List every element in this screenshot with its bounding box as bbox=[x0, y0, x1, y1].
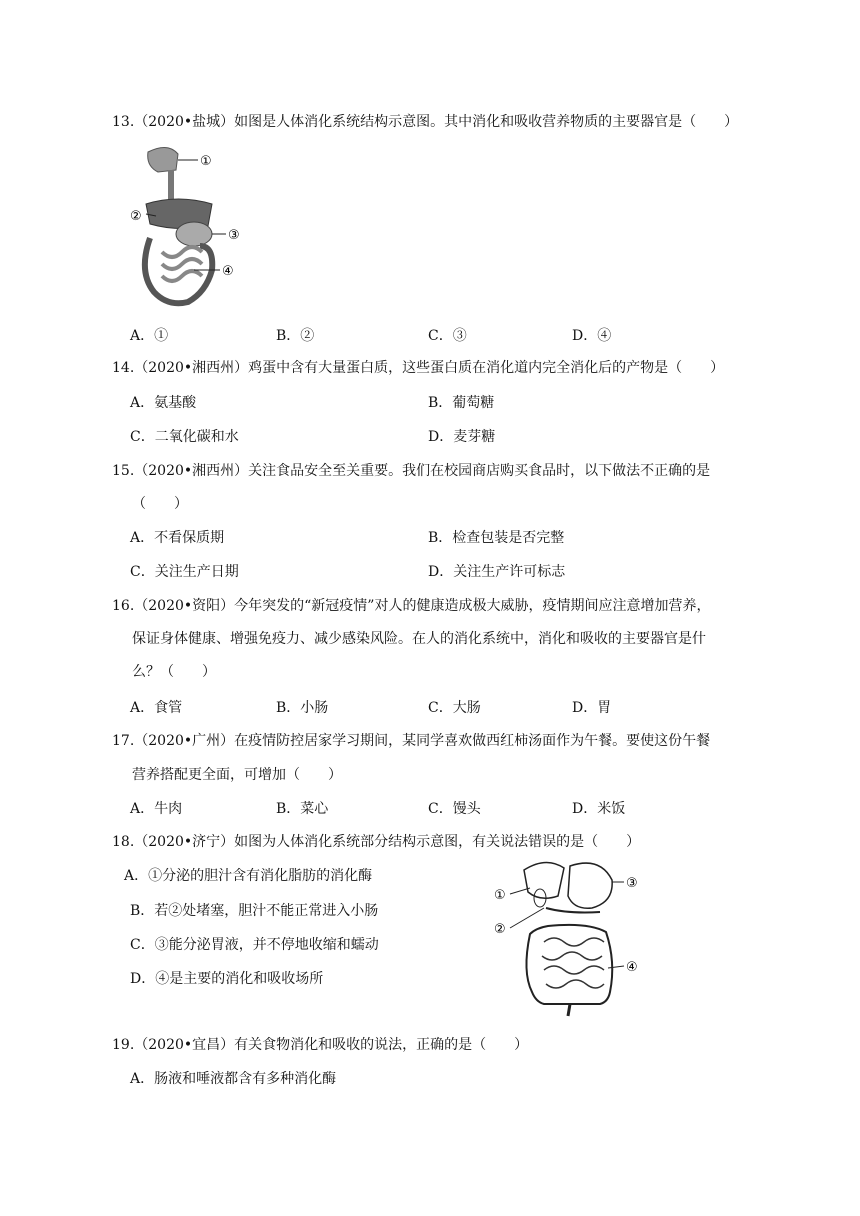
question-16-stem-line-2: 保证身体健康、增强免疫力、减少感染风险。在人的消化系统中，消化和吸收的主要器官是什 bbox=[132, 631, 706, 647]
q16-option-a[interactable]: A．食管 bbox=[130, 700, 183, 716]
q13-option-d[interactable]: D．④ bbox=[572, 328, 612, 344]
q18-option-d[interactable]: D．④是主要的消化和吸收场所 bbox=[130, 971, 324, 987]
q14-option-d[interactable]: D．麦芽糖 bbox=[428, 429, 496, 445]
q13-option-c[interactable]: C．③ bbox=[428, 328, 467, 344]
q13-option-b[interactable]: B．② bbox=[276, 328, 315, 344]
question-19-stem: 19.（2020•宜昌）有关食物消化和吸收的说法，正确的是（ ） bbox=[112, 1037, 529, 1053]
q15-option-b[interactable]: B．检查包装是否完整 bbox=[428, 530, 565, 546]
q14-option-a[interactable]: A．氨基酸 bbox=[130, 395, 197, 411]
fig1-label-1: ① bbox=[200, 154, 212, 169]
q18-option-b[interactable]: B．若②处堵塞，胆汁不能正常进入小肠 bbox=[130, 903, 379, 919]
question-16-stem-line-1: 16.（2020•资阳）今年突发的“新冠疫情”对人的健康造成极大威胁，疫情期间应注意增加营养， bbox=[112, 598, 711, 614]
fig1-label-4: ④ bbox=[222, 264, 234, 279]
q16-option-d[interactable]: D．胃 bbox=[572, 700, 612, 716]
digestive-system-figure-1 bbox=[128, 142, 258, 312]
q17-option-c[interactable]: C．馒头 bbox=[428, 801, 481, 817]
q17-option-a[interactable]: A．牛肉 bbox=[130, 801, 183, 817]
q18-option-c[interactable]: C．③能分泌胃液，并不停地收缩和蠕动 bbox=[130, 937, 379, 953]
question-17-stem-line-2: 营养搭配更全面，可增加（ ） bbox=[132, 767, 342, 783]
q19-option-a[interactable]: A．肠液和唾液都含有多种消化酶 bbox=[130, 1071, 337, 1087]
q15-option-a[interactable]: A．不看保质期 bbox=[130, 530, 225, 546]
q18-option-a[interactable]: A．①分泌的胆汁含有消化脂肪的消化酶 bbox=[124, 868, 373, 884]
digestive-system-figure-2 bbox=[488, 852, 648, 1018]
q17-option-b[interactable]: B．菜心 bbox=[276, 801, 329, 817]
fig1-label-2: ② bbox=[130, 209, 142, 224]
fig2-label-3: ③ bbox=[626, 876, 638, 891]
question-16-stem-line-3: 么？（ ） bbox=[132, 664, 216, 680]
question-15-stem-line-1: 15.（2020•湘西州）关注食品安全至关重要。我们在校园商店购买食品时，以下做法不正确的是 bbox=[112, 463, 711, 479]
question-13-stem: 13.（2020•盐城）如图是人体消化系统结构示意图。其中消化和吸收营养物质的主要器官是（ ） bbox=[112, 114, 739, 130]
q16-option-b[interactable]: B．小肠 bbox=[276, 700, 329, 716]
fig1-label-3: ③ bbox=[228, 228, 240, 243]
fig2-label-4: ④ bbox=[626, 960, 638, 975]
question-14-stem: 14.（2020•湘西州）鸡蛋中含有大量蛋白质，这些蛋白质在消化道内完全消化后的产物是（ ） bbox=[112, 360, 725, 376]
question-18-stem: 18.（2020•济宁）如图为人体消化系统部分结构示意图，有关说法错误的是（ ） bbox=[112, 834, 641, 850]
question-15-stem-line-2: （ ） bbox=[132, 496, 188, 512]
fig2-label-1: ① bbox=[494, 888, 506, 903]
fig2-label-2: ② bbox=[494, 922, 506, 937]
q14-option-c[interactable]: C．二氧化碳和水 bbox=[130, 429, 239, 445]
q14-option-b[interactable]: B．葡萄糖 bbox=[428, 395, 495, 411]
question-17-stem-line-1: 17.（2020•广州）在疫情防控居家学习期间，某同学喜欢做西红柿汤面作为午餐。要使这份午餐 bbox=[112, 733, 711, 749]
q16-option-c[interactable]: C．大肠 bbox=[428, 700, 481, 716]
q13-option-a[interactable]: A．① bbox=[130, 328, 169, 344]
q15-option-c[interactable]: C．关注生产日期 bbox=[130, 564, 239, 580]
q15-option-d[interactable]: D．关注生产许可标志 bbox=[428, 564, 566, 580]
q17-option-d[interactable]: D．米饭 bbox=[572, 801, 626, 817]
